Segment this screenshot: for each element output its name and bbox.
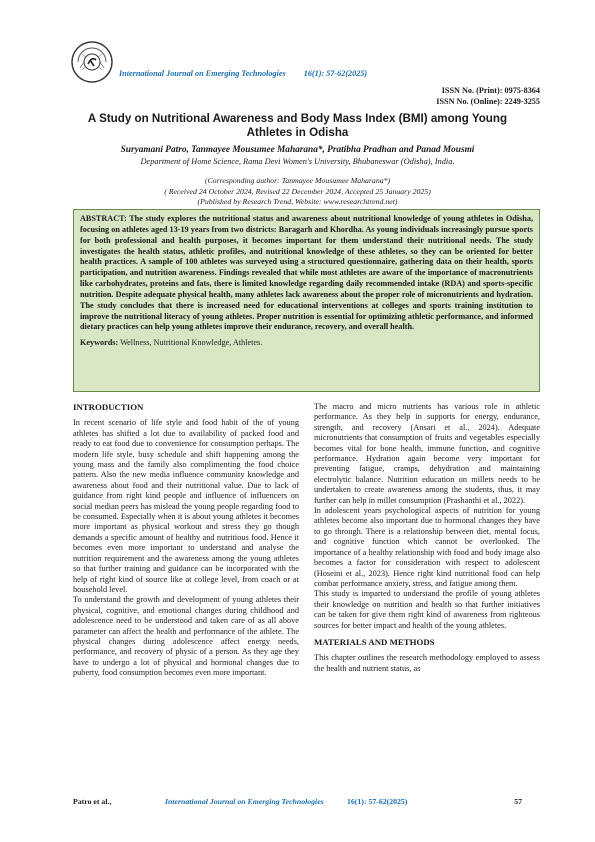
intro-paragraph-5: This study is imparted to understand the profile of young athletes their knowledge on nutrition and health so that further initiatives can be taken for give them right kind of awareness from righteous sources for better impact and health of the young athletes. (314, 589, 540, 630)
methods-heading: MATERIALS AND METHODS (314, 636, 435, 647)
article-dates: ( Received 24 October 2024, Revised 22 December 2024, Accepted 25 January 2025) (164, 186, 431, 196)
abstract-text: ABSTRACT: The study explores the nutritional status and awareness about nutritional knowledge of young athletes in Odisha, focusing on athletes aged 13-19 years from two districts: Baragarh and Khordha. As young individuals increasingly pursue sports for both professional and health purposes, it becomes important for them understand their nutritional needs. The study investigates the health status, athletic profiles, and nutritional knowledge of these athletes, so they can be oriented for better health practices. A sample of 100 athletes was surveyed using a structured questionnaire, gathering data on their health, sports participation, and nutrition awareness. Findings revealed that while most athletes are aware of the importance of macronutrients like carbohydrates, proteins and fats, there is limited knowledge regarding daily recommended intake (RDA) and sports-specific nutrition. Despite adequate physical health, many athletes lack awareness about the proper role of micronutrients and hydration. The study concludes that there is increased need for educational interventions at colleges and sports training institution to improve the nutritional literacy of young athletes. Proper nutrition is essential for optimizing athletic performance, and informed dietary practices can help young athletes improve their endurance, recovery, and overall health. (80, 214, 533, 332)
abstract-box (73, 209, 540, 392)
journal-name: International Journal on Emerging Technologies (119, 69, 286, 78)
publisher-line: (Published by Research Trend, Website: www.researchtrend.net) (197, 197, 398, 206)
keywords-line (80, 338, 533, 347)
article-affiliation: Department of Home Science, Rama Devi Women's University, Bhubaneswar (Odisha), India. (140, 157, 455, 166)
intro-paragraph-1: In recent scenario of life style and food habit of the of young athletes has shifted a lot due to availability of packed food and ready to eat food due to convenience for consumption perhaps. The modern life style, busy schedule and shift happening among the young mass and the family also complimenting the food choice pattern. Also the new media influence community knowledge and awareness about food and their nutritional value. Due to lack of guidance from right kind people and influence of influencers on social median peers has mislead the young people regarding food to be consumed. Especially when it is about young athletes it becomes more important as physical workout and stress they go though demands a specific amount of healthy and nutritious food. Hence it becomes even more important to understand and analyse the nutrition requirement and the awareness among the young athletes so that further training and guidance can be incorporated with the help of right kind of source like at college level, from coach or at household level. (73, 418, 299, 594)
footer-volume: 16(1): 57-62(2025) (347, 797, 408, 806)
article-meta (70, 176, 525, 208)
left-column (73, 402, 299, 679)
page-number: 57 (514, 797, 522, 806)
journal-volume: 16(1): 57-62(2025) (303, 69, 368, 78)
corresponding-author: (Corresponding author: Tanmayee Mousumee Maharana*) (204, 176, 391, 185)
issn-print: ISSN No. (Print): 0975-8364 (441, 86, 540, 95)
intro-paragraph-4: In adolescent years psychological aspects of nutrition for young athletes become also important due to hormonal changes they have to go through. There is a relationship between diet, mental focus, and cognitive function which cannot be overlooked. The importance of a healthy relationship with food and body image also becomes a factor for consideration with respect to adolescent (Hoseini et al., 2023). Hence right kind nutritional food can help combat performance anxiety, stress, and fatigue among them. (314, 506, 540, 588)
introduction-heading: INTRODUCTION (73, 402, 144, 412)
keywords-label: Keywords: (80, 338, 119, 348)
journal-header (119, 69, 367, 78)
keywords-list: Wellness, Nutritional Knowledge, Athletes. (118, 338, 263, 348)
article-title: A Study on Nutritional Awareness and Body Mass Index (BMI) among Young Athletes in Odisha (87, 112, 508, 139)
page-footer (73, 797, 540, 806)
footer-journal: International Journal on Emerging Technologies (165, 797, 324, 806)
article-authors: Suryamani Patro, Tanmayee Mousumee Maharana*, Pratibha Pradhan and Panad Mousmi (120, 145, 475, 155)
journal-logo-icon (70, 40, 114, 84)
methods-paragraph-1: This chapter outlines the research methodology employed to assess the health and nutrient status, as (314, 653, 540, 673)
right-column (314, 402, 540, 674)
footer-author: Patro et al., (73, 797, 112, 806)
issn-block (436, 85, 540, 107)
intro-paragraph-3: The macro and micro nutrients has various role in athletic performance. As they help in supports for energy, endurance, strength, and recovery (Ansari et al., 2024). Adequate micronutrients that consumption of fruits and vegetables especially becomes vital for bone health, immune function, and cognitive performance. Hydration again become very important for preventing fatigue, cramps, dehydration and maintaining electrolytic balance. Nutrition education on millets needs to be undertaken to create awareness among the students, thus, it may further can help in millet consumption (Prashanthi et al., 2022). (314, 402, 540, 505)
issn-online: ISSN No. (Online): 2249-3255 (436, 97, 540, 106)
intro-paragraph-2: To understand the growth and development of young athletes their physical, cognitive, and emotional changes during childhood and adolescence need to be understood and taken care of as all above parameter can affect the health and performance of the athlete. The physical changes during adolescence affect energy needs, performance, and recovery of physic of a person. As they age they have to undergo a lot of physical and hormonal changes due to puberty, food consumption becomes even more important. (73, 595, 299, 678)
